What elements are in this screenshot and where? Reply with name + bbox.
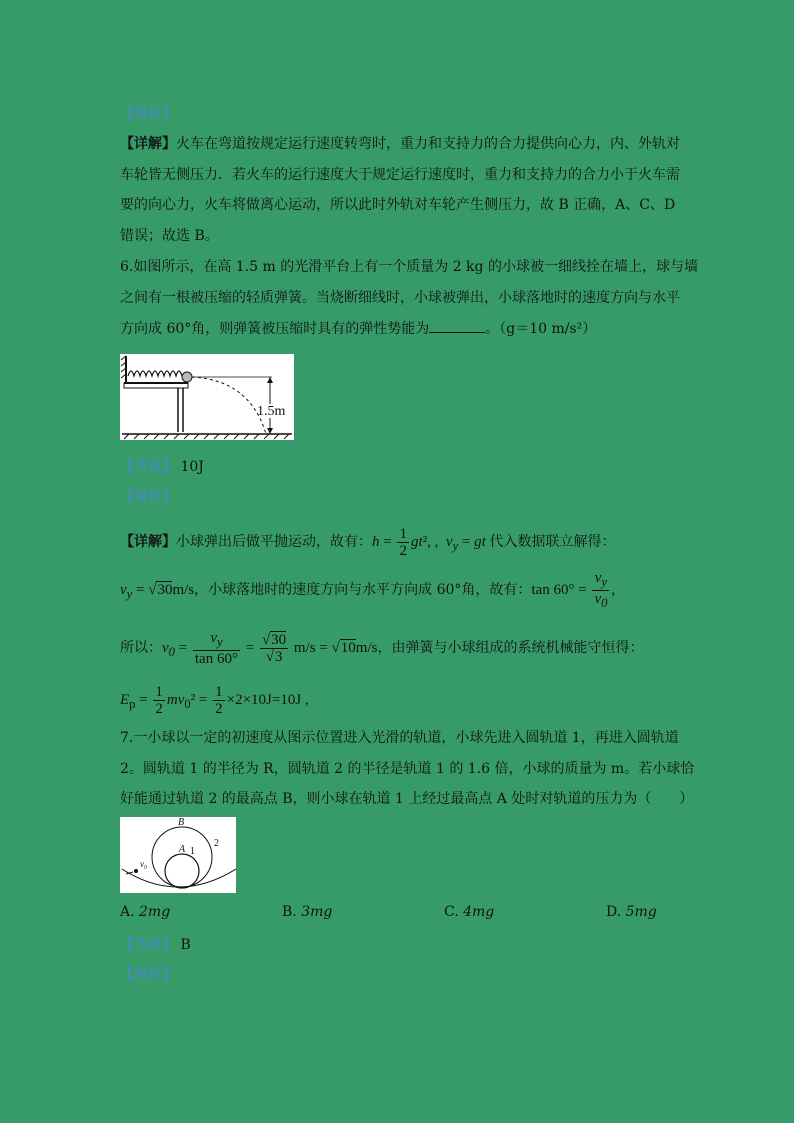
answer-tag-2: 【答案】 [120, 937, 176, 953]
trajectory [192, 377, 266, 434]
q7-answer: B [180, 937, 191, 953]
option-a[interactable] [120, 904, 170, 920]
q5-detail-line-1 [120, 134, 680, 154]
q7-stem-line-2: 2。圆轨道 1 的半径为 R，圆轨道 2 的半径是轨道 1 的 1.6 倍，小球的质量为 m。若小球恰 [120, 761, 695, 777]
q5-detail-line-2: 车轮皆无侧压力．若火车的运行速度大于规定运行速度时，重力和支持力的合力小于火车需 [120, 167, 680, 183]
jiexi-tag-3: 【解析】 [120, 967, 176, 983]
option-c[interactable] [444, 904, 494, 920]
q5-detail-line-3: 要的向心力，火车将做离心运动，所以此时外轨对车轮产生侧压力，故 B 正确，A、C、D [120, 197, 676, 213]
option-c-letter: C. [444, 904, 464, 920]
height-label: 1.5m [257, 404, 286, 419]
q5-text-1: 火车在弯道按规定运行速度转弯时，重力和支持力的合力提供向心力，内、外轨对 [176, 136, 680, 152]
q6-stem-line-1: 6.如图所示，在高 1.5 m 的光滑平台上有一个质量为 2 kg 的小球被一细线拴在墙上，球与墙 [120, 259, 698, 275]
q6-detail-text-1: 小球弹出后做平抛运动，故有： [176, 534, 372, 550]
q5-detail-line-4: 错误；故选 B。 [120, 228, 219, 244]
q6-detail-text-2: 代入数据联立解得： [489, 534, 616, 550]
q7-stem-line-3: 好能通过轨道 2 的最高点 B，则小球在轨道 1 上经过最高点 A 处时对轨道的压力为（ ） [120, 791, 694, 807]
q6-stem-text: 方向成 60°角，则弹簧被压缩时具有的弹性势能为 [120, 321, 430, 337]
q7-stem-line-1: 7.一小球以一定的初速度从图示位置进入光滑的轨道，小球先进入圆轨道 1，再进入圆轨道 [120, 730, 679, 746]
jiexi-tag: 【解析】 [120, 106, 176, 122]
arrow-head-down [267, 428, 273, 434]
arrow-head-up [267, 377, 273, 383]
q6-detail-line-2 [120, 570, 615, 612]
q6-detail-line-3 [120, 630, 643, 670]
option-c-value: 4mg [463, 904, 495, 920]
label-2: 2 [214, 838, 219, 849]
track-1 [165, 854, 199, 888]
ground-track [122, 869, 236, 887]
answer-tag: 【答案】 [120, 459, 176, 475]
q6-detail-text-4: 所以： [120, 640, 162, 656]
q6-detail-text-3: ，小球落地时的速度方向与水平方向成 60°角，故有： [194, 581, 532, 598]
q6-stem-line-3 [120, 319, 596, 339]
q6-spring-platform-figure [120, 354, 294, 440]
option-d[interactable] [606, 904, 657, 920]
answer-blank [429, 320, 485, 333]
option-a-value: 2mg [139, 904, 171, 920]
jiexi-tag-2: 【解析】 [120, 489, 176, 505]
q7-track-figure [120, 817, 236, 893]
q6-answer-line [120, 457, 204, 477]
q6-detail-text-5: ，由弹簧与小球组成的系统机械能守恒得： [377, 640, 644, 656]
label-v0: v₀ [140, 859, 148, 869]
formula-ep: $E_p$ = $\frac{1}{2}$ $mv_0^2$ = $\frac{1}{2}$ ×2×10J=10J , [120, 684, 309, 718]
q6-stem-gravity: 。（g＝10 m/s²） [485, 321, 597, 337]
ball [134, 869, 138, 873]
formula-vy: $v_y = √30m/s$ [120, 581, 195, 601]
formula-tan: tan 60° = $\frac{v_y}{v_0}$ , [531, 570, 616, 610]
q6-answer: 10J [180, 459, 204, 475]
option-b[interactable] [282, 904, 332, 920]
option-b-value: 3mg [301, 904, 333, 920]
ball [182, 372, 192, 382]
formula-v0: $v_0$ = $\frac{v_y}{\tan 60^\circ}$ = $\frac{√30}{√3}$ m/s = √10m/s [162, 630, 378, 668]
q6-stem-line-2: 之间有一根被压缩的轻质弹簧。当烧断细线时，小球被弹出，小球落地时的速度方向与水平 [120, 290, 680, 306]
formula-h: h = $\frac{1}{2}$ gt², , $v_y$ = gt [372, 526, 486, 560]
track-2 [152, 827, 212, 887]
spring [128, 371, 182, 376]
q6-detail-line-1 [120, 524, 616, 564]
spring-platform-diagram [120, 354, 294, 440]
q6-detail-line-4 [120, 682, 309, 722]
option-b-letter: B. [282, 904, 302, 920]
label-B: B [178, 817, 185, 828]
option-d-letter: D. [606, 904, 626, 920]
circular-track-diagram [120, 817, 236, 893]
label-1: 1 [190, 846, 195, 857]
option-d-value: 5mg [625, 904, 657, 920]
q7-answer-line [120, 935, 191, 955]
option-a-letter: A. [120, 904, 140, 920]
label-A: A [179, 844, 186, 855]
detail-tag-2: 【详解】 [120, 534, 176, 550]
detail-tag: 【详解】 [120, 136, 176, 152]
